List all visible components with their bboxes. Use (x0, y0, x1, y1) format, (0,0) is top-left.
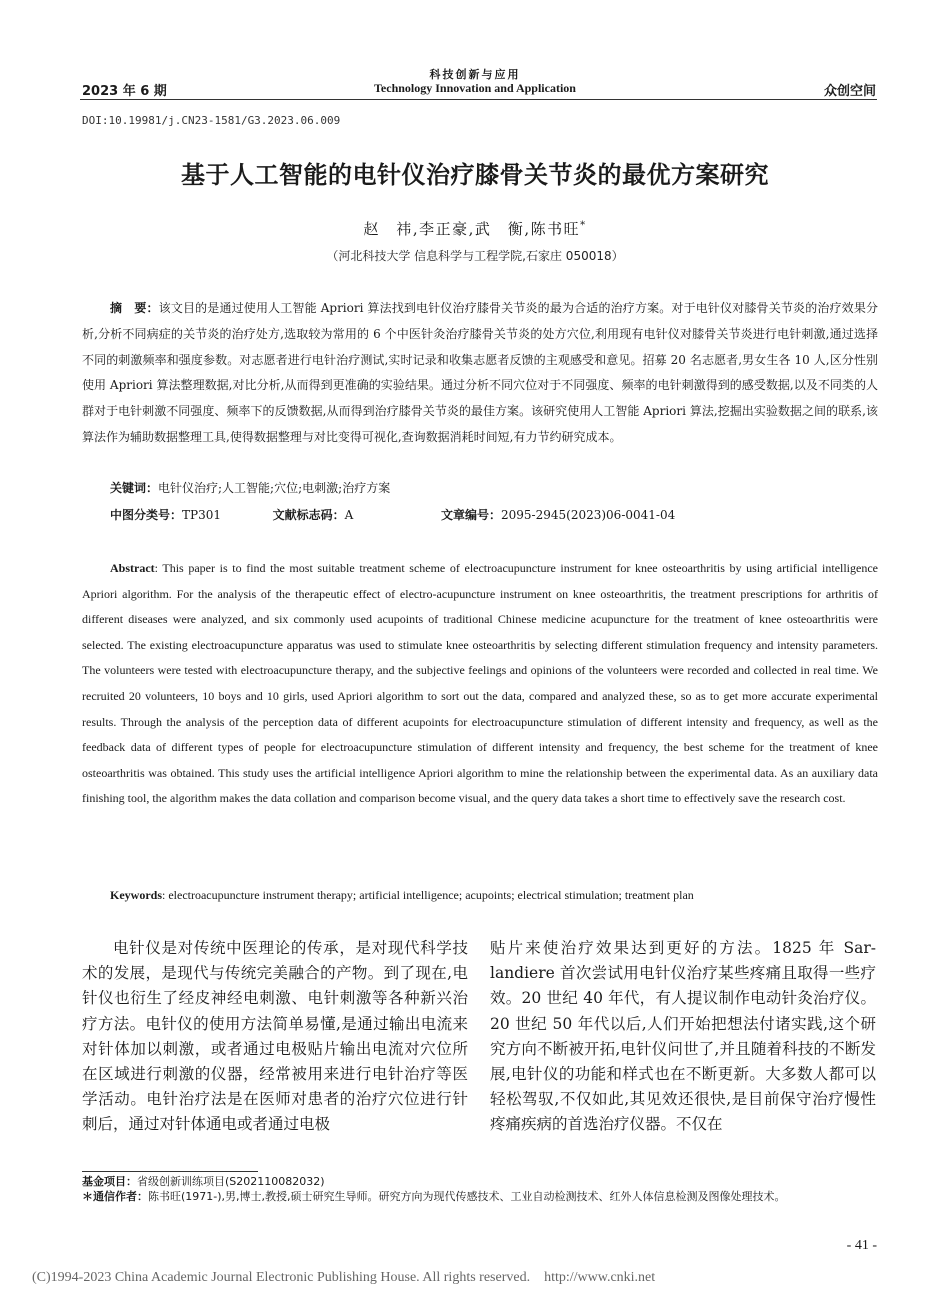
abstract-en (82, 556, 878, 812)
issue-label: 2023 年 6 期 (82, 84, 167, 99)
keywords-en (110, 888, 694, 903)
authors (0, 218, 950, 239)
body-column-right: 贴片来使治疗效果达到更好的方法。1825 年 Sar-landiere 首次尝试用电针仪治疗某些疼痛且取得一些疗效。20 世纪 40 年代，有人提议制作电动针灸治疗仪。20 世纪 50 年代以后,人们开始把想法付诸实践,这个研究方向不断被开拓,电针仪问世了,并且随着科技的不断发展,电针仪的功能和样式也在不断更新。大多数人都可以轻松驾驭,不仅如此,其见效还很快,是目前保守治疗慢性疼痛疾病的首选治疗仪器。不仅在 (490, 939, 876, 1134)
footnote-fund (82, 1175, 878, 1189)
header-divider (80, 99, 877, 100)
abstract-en-text: : This paper is to find the most suitable treatment scheme of electroacupuncture instrument for knee osteoarthritis by using artificial intelligence Apriori algorithm. For the analysis of the therapeutic effect of electro-acupuncture instrument on knee osteoarthritis, the treatment prescriptions for arthritis of different diseases were analyzed, and six commonly used acupoints of traditional Chinese medicine acupuncture for the treatment of knee osteoarthritis were selected. The existing electroacupuncture apparatus was used to stimulate knee osteoarthritis by selecting different stimulation frequency and intensity parameters. The volunteers were tested with electroacupuncture therapy, and the subjective feelings and opinions of the volunteers were recorded and collected in real time. We recruited 20 volunteers, 10 boys and 10 girls, used Apriori algorithm to sort out the data, compared and analyzed these, so as to get more accurate experimental results. Through the analysis of the perception data of different acupoints for electroacupuncture stimulation of different intensity and frequency, as well as the feedback data of different types of people for electroacupuncture stimulation of different intensity and frequency, the best scheme for the treatment of knee osteoarthritis was obtained. This study uses the artificial intelligence Apriori algorithm to mine the relationship between the experimental data. As an auxiliary data finishing tool, the algorithm makes the data collation and comparison become visual, and the query data takes a short time to effectively save the research cost. (82, 561, 878, 806)
keywords-en-label: Keywords (110, 888, 162, 902)
doc-code-label: 文献标志码： (272, 508, 345, 522)
fund-label: 基金项目： (82, 1175, 137, 1188)
abstract-en-label: Abstract (110, 561, 155, 575)
article-number-label: 文章编号： (441, 508, 502, 522)
author-list: 赵 祎,李正豪,武 衡,陈书旺 (363, 220, 581, 238)
journal-name-en: Technology Innovation and Application (374, 81, 576, 95)
keywords-cn-label: 关键词： (110, 481, 159, 495)
corresponding-label: ＊通信作者： (82, 1190, 148, 1203)
abstract-cn (82, 296, 878, 451)
abstract-cn-text: 该文目的是通过使用人工智能 Apriori 算法找到电针仪治疗膝骨关节炎的最为合适的治疗方案。对于电针仪对膝骨关节炎的治疗效果分析,分析不同病症的关节炎的治疗处方,选取较为常用的 6 个中医针灸治疗膝骨关节炎的处方穴位,利用现有电针仪对膝骨关节炎进行电针刺激,通过选择不同的刺激频率和强度参数。对志愿者进行电针治疗测试,实时记录和收集志愿者反馈的主观感受和意见。招募 20 名志愿者,男女生各 10 人,区分性别使用 Apriori 算法整理数据,对比分析,从而得到更准确的实验结果。通过分析不同穴位对于不同强度、频率的电针刺激得到的感受数据,以及不同类的人群对于电针刺激不同强度、频率下的反馈数据,从而得到治疗膝骨关节炎的最佳方案。该研究使用人工智能 Apriori 算法,挖掘出实验数据之间的联系,该算法作为辅助数据整理工具,使得数据整理与对比变得可视化,查询数据消耗时间短,有力节约研究成本。 (82, 301, 878, 444)
paper-title: 基于人工智能的电针仪治疗膝骨关节炎的最优方案研究 (181, 161, 769, 189)
section-label: 众创空间 (823, 84, 876, 99)
footnote-divider (82, 1171, 258, 1172)
article-number-value: 2095-2945(2023)06-0041-04 (501, 508, 676, 522)
abstract-cn-label: 摘 要： (110, 301, 159, 315)
keywords-en-text: : electroacupuncture instrument therapy; artificial intelligence; acupoints; electrical stimulation; treatment plan (162, 888, 694, 902)
keywords-cn-text: 电针仪治疗;人工智能;穴位;电刺激;治疗方案 (158, 481, 391, 495)
body-column-left: 电针仪是对传统中医理论的传承，是对现代科学技术的发展，是现代与传统完美融合的产物。到了现在,电针仪也衍生了经皮神经电刺激、电针刺激等各种新兴治疗方法。电针仪的使用方法简单易懂,是通过输出电流来对针体加以刺激，或者通过电极贴片输出电流对穴位所在区域进行刺激的仪器，经常被用来进行电针治疗等医学活动。电针治疗法是在医师对患者的治疗穴位进行针刺后，通过对针体通电或者通过电极 (82, 939, 468, 1134)
doc-code-value: A (344, 508, 354, 522)
clc-value: TP301 (182, 508, 221, 522)
page-number: - 41 - (846, 1238, 877, 1253)
fund-text: 省级创新训练项目(S202110082032) (137, 1175, 325, 1188)
corresponding-mark: * (580, 220, 587, 231)
clc-label: 中图分类号： (110, 508, 183, 522)
keywords-cn (110, 479, 390, 496)
corresponding-text: 陈书旺(1971-),男,博士,教授,硕士研究生导师。研究方向为现代传感技术、工业自动检测技术、红外人体信息检测及图像处理技术。 (148, 1190, 786, 1203)
footnote-corresponding (82, 1190, 878, 1204)
affiliation: （河北科技大学 信息科学与工程学院,石家庄 050018） (326, 249, 624, 263)
classification-line (110, 506, 880, 523)
journal-name-cn: 科技创新与应用 (429, 68, 521, 81)
doi[interactable]: DOI:10.19981/j.CN23-1581/G3.2023.06.009 (82, 114, 341, 127)
copyright-notice: (C)1994-2023 China Academic Journal Electronic Publishing House. All rights reserved. http://www.cnki.net (32, 1270, 656, 1285)
